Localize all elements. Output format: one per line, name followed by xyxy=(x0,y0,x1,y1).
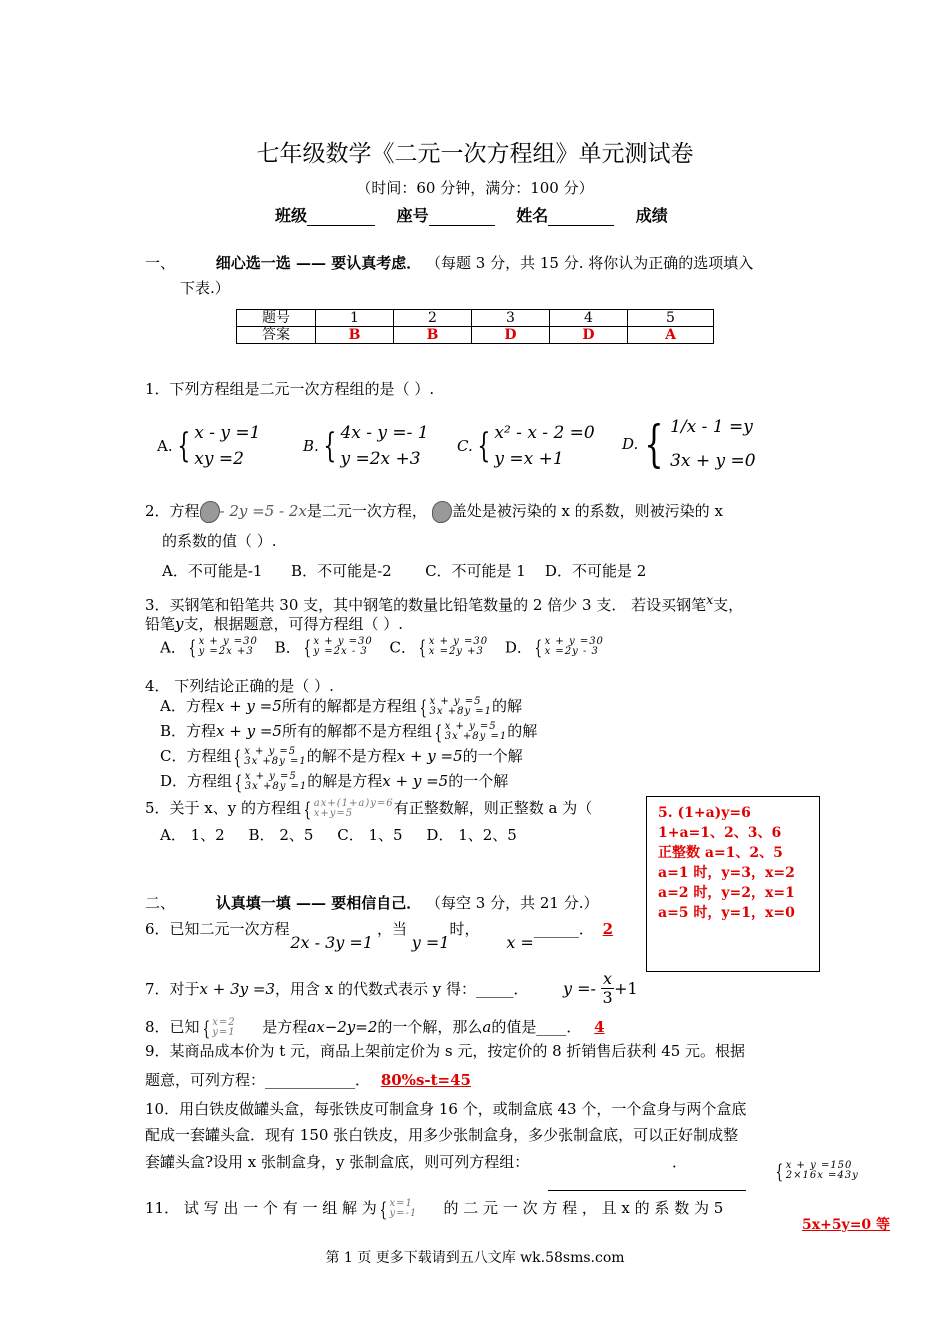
q10-line1: 10．用白铁皮做罐头盒，每张铁皮可制盒身 16 个，或制盒底 43 个，一个盒身与两个盒底 xyxy=(145,1100,747,1118)
brace-icon: { xyxy=(234,770,243,794)
q6-text xyxy=(145,918,614,952)
option-text: A．方程 xyxy=(160,697,216,715)
q4-option-d[interactable] xyxy=(160,770,508,792)
equation: x + y =30 xyxy=(544,635,604,647)
q6-answer: 2 xyxy=(602,920,614,938)
q6-mid2: 时， xyxy=(449,920,480,938)
q3-line1 xyxy=(145,592,743,615)
equation: 3x +8y =1 xyxy=(244,756,307,767)
table-cell: 4 xyxy=(550,310,628,327)
q8-end: 的值是____． xyxy=(491,1018,582,1036)
table-cell: 2 xyxy=(394,310,472,327)
section2-desc: （每空 3 分，共 21 分.） xyxy=(426,894,599,912)
q6-condition: y =1 xyxy=(411,933,450,952)
option-text: 所有的解都是方程组 xyxy=(281,697,417,715)
q7-text xyxy=(145,978,529,999)
table-row xyxy=(237,327,714,344)
option-system xyxy=(430,697,493,717)
section1-title: 细心选一选 —— 要认真考虑． xyxy=(215,254,422,272)
seat-blank[interactable] xyxy=(429,206,495,226)
equation: y =2x +3 xyxy=(198,645,254,657)
answer-cell[interactable]: D xyxy=(550,327,628,344)
q3-options xyxy=(160,636,604,657)
q8-mid: 是方程 xyxy=(262,1018,308,1036)
equation: 3x +8y =1 xyxy=(244,781,308,792)
obscured-system: x=1 y=-1 xyxy=(389,1198,418,1219)
brace-icon: { xyxy=(176,426,190,466)
answer-cell[interactable]: B xyxy=(316,327,394,344)
q1-c-system xyxy=(494,420,594,472)
q1-b-system xyxy=(340,420,428,472)
solution-line: a=2 时，y=2，x=1 xyxy=(658,885,795,901)
q7-answer-pre: y =- xyxy=(563,979,596,998)
option-text: 的解 xyxy=(492,697,523,715)
q3-option-a[interactable] xyxy=(160,634,258,659)
q7-pre: 7．对于 xyxy=(145,980,200,998)
page-footer: 第 1 页 更多下载请到五八文库 wk.58sms.com xyxy=(325,1250,625,1266)
q1-d-system xyxy=(670,410,756,478)
brace-icon: { xyxy=(644,415,664,473)
q3-option-b[interactable] xyxy=(274,634,373,659)
equation: x + y =30 xyxy=(428,635,489,647)
answer-table xyxy=(236,309,714,344)
brace-icon: { xyxy=(434,720,443,744)
q10-blank-line[interactable] xyxy=(548,1190,746,1191)
option-label: A． xyxy=(160,638,186,656)
q3-line2 xyxy=(145,613,403,634)
q7-answer-post: +1 xyxy=(614,979,638,998)
q6-pre: 6．已知二元一次方程 xyxy=(145,920,290,938)
stain-icon xyxy=(200,501,220,523)
q8-equation: ax−2y=2 xyxy=(307,1018,378,1036)
q3-text: 铅笔 xyxy=(145,615,176,633)
table-row xyxy=(237,310,714,327)
brace-icon: { xyxy=(303,797,312,821)
equation: x + y =30 xyxy=(313,635,373,647)
stain-icon xyxy=(432,501,452,523)
q4-option-a[interactable] xyxy=(160,695,522,717)
section2-num: 二、 xyxy=(145,894,176,912)
q8-pre: 8．已知 xyxy=(145,1018,200,1036)
equation: x + y =5 xyxy=(244,771,297,782)
section1-num: 一、 xyxy=(145,254,176,272)
q11-post: 的 二 元 一 次 方 程 ， 且 x 的 系 数 为 5 xyxy=(443,1199,724,1217)
equation: x + y =30 xyxy=(198,635,258,647)
solution-line: 5. (1+a)y=6 xyxy=(658,805,751,821)
name-label: 姓名 xyxy=(516,206,549,225)
solution-box xyxy=(646,796,820,972)
table-row-label: 答案 xyxy=(237,327,316,344)
table-cell: 5 xyxy=(628,310,714,327)
answer-cell[interactable]: D xyxy=(472,327,550,344)
equation: x + y =150 xyxy=(785,1159,853,1171)
student-info-row xyxy=(275,203,668,226)
q8-answer: 4 xyxy=(594,1018,605,1036)
option-label: C. xyxy=(457,437,473,455)
equation: 3x + y =0 xyxy=(670,451,756,471)
option-system xyxy=(445,722,508,742)
q6-mid: ，当 xyxy=(377,920,408,938)
brace-icon: { xyxy=(234,745,242,769)
q5-text xyxy=(145,797,592,819)
q6-dot: ． xyxy=(578,920,594,938)
option-text: C．方程组 xyxy=(160,747,232,765)
brace-icon: { xyxy=(534,634,543,659)
q2-equation: - 2y =5 - 2x xyxy=(219,502,307,520)
q9-answer: 80%s-t=45 xyxy=(380,1071,471,1089)
seat-label: 座号 xyxy=(396,206,429,225)
q10-line2: 配成一套罐头盒．现有 150 张白铁皮，用多少张制盒身，多少张制盒底，可以正好制成整 xyxy=(145,1126,739,1144)
q1-text: 1．下列方程组是二元一次方程组的是（ ）. xyxy=(145,380,435,398)
option-text: 的一个解 xyxy=(448,772,509,790)
q1-option-c[interactable] xyxy=(457,420,595,472)
q4-option-c[interactable] xyxy=(160,745,523,767)
solution-line: 正整数 a=1、2、5 xyxy=(658,845,783,861)
brace-icon: { xyxy=(188,634,197,659)
option-system xyxy=(199,637,258,657)
time-score-info: （时间：60 分钟，满分：100 分） xyxy=(356,179,594,197)
equation: x - y =1 xyxy=(194,423,261,443)
q9-line1: 9．某商品成本价为 t 元，商品上架前定价为 s 元，按定价的 8 折销售后获利 45 元。根据 xyxy=(145,1042,746,1060)
solution-line: a=5 时，y=1，x=0 xyxy=(658,905,795,921)
q7-mid: ，用含 x 的代数式表示 y 得：_____． xyxy=(275,980,529,998)
q6-blank[interactable]: ______ xyxy=(533,920,579,938)
q5-options[interactable]: A． 1、2 B． 2、5 C． 1、5 D． 1、2、5 xyxy=(160,826,517,844)
q2-rest: 盖处是被污染的 x 的系数，则被污染的 x xyxy=(451,502,723,520)
q3-option-c[interactable] xyxy=(389,634,489,659)
q10-line3: 套罐头盒?设用 x 张制盒身，y 张制盒底，则可列方程组： xyxy=(145,1153,530,1171)
q3-option-d[interactable] xyxy=(504,634,604,659)
answer-cell[interactable]: B xyxy=(394,327,472,344)
option-system xyxy=(244,747,307,767)
table-row-label: 题号 xyxy=(237,310,316,327)
obscured-system: x=2 y=1 xyxy=(212,1017,236,1038)
section2-heading xyxy=(145,892,599,913)
q1-option-d[interactable] xyxy=(622,410,756,478)
option-text: 的解不是方程 xyxy=(306,747,397,765)
q5-text-pre: 5．关于 x、y 的方程组 xyxy=(145,799,302,817)
q3-text: 3．买钢笔和铅笔共 30 支，其中钢笔的数量比铅笔数量的 2 倍少 3 支． 若设买钢笔 xyxy=(145,596,707,614)
equation: x + y =5 xyxy=(244,746,297,757)
section1-desc2: 下表.） xyxy=(180,279,230,297)
class-label: 班级 xyxy=(275,206,308,225)
q1-option-a[interactable] xyxy=(157,420,260,472)
brace-icon: { xyxy=(202,1016,210,1040)
section2-title: 认真填一填 —— 要相信自己． xyxy=(215,894,422,912)
equation: y =x +1 xyxy=(494,449,564,469)
q2-options[interactable]: A．不可能是-1 B．不可能是-2 C．不可能是 1 D．不可能是 2 xyxy=(162,562,647,580)
option-system xyxy=(313,637,372,657)
section1-desc: （每题 3 分，共 15 分. 将你认为正确的选项填入 xyxy=(426,254,754,272)
equation: x + y =5 xyxy=(216,722,282,740)
q7-equation: x + 3y =3 xyxy=(199,980,276,998)
option-text: 所有的解都不是方程组 xyxy=(281,722,432,740)
equation: x =2y +3 xyxy=(428,645,484,657)
section1-heading xyxy=(145,252,753,273)
page-title: 七年级数学《二元一次方程组》单元测试卷 xyxy=(256,141,694,167)
option-label: D. xyxy=(622,435,639,453)
option-system xyxy=(245,772,308,792)
q6-equation: 2x - 3y =1 xyxy=(290,933,373,952)
solution-line: 1+a=1、2、3、6 xyxy=(658,825,782,841)
brace-icon: { xyxy=(775,1158,784,1183)
name-blank[interactable] xyxy=(548,206,614,226)
brace-icon: { xyxy=(419,695,427,719)
q3-text-end: 支， xyxy=(713,596,744,614)
option-label: A. xyxy=(157,437,173,455)
q8-mid2: 的一个解，那么 xyxy=(377,1018,483,1036)
q4-text: 4． 下列结论正确的是（ ）. xyxy=(145,677,334,695)
fraction xyxy=(601,970,614,1007)
solution-lines xyxy=(658,803,795,923)
solution-line: a=1 时，y=3，x=2 xyxy=(658,865,795,881)
equation: 4x - y =- 1 xyxy=(340,423,429,443)
option-system xyxy=(545,637,604,657)
obscured-system: ax+(1+a)y=6 x+y=5 xyxy=(313,798,394,819)
equation: x² - x - 2 =0 xyxy=(494,423,595,443)
q3-text-end: 支，根据题意，可得方程组（ ）. xyxy=(183,615,404,633)
q2-line2: 的系数的值（ ）. xyxy=(162,532,277,550)
option-label: B． xyxy=(274,638,301,656)
score-label: 成绩 xyxy=(635,206,668,225)
option-label: C． xyxy=(389,638,417,656)
q11-answer: 5x+5y=0 等 xyxy=(802,1217,891,1233)
q10-dot: ． xyxy=(672,1153,688,1171)
option-text: 的一个解 xyxy=(462,747,523,765)
option-text: B．方程 xyxy=(160,722,217,740)
brace-icon: { xyxy=(418,634,427,659)
q2-prefix: 2．方程 xyxy=(145,502,200,520)
q9-text: 题意，可列方程： xyxy=(145,1071,266,1089)
q8-text xyxy=(145,1016,605,1038)
var-a: a xyxy=(482,1018,492,1036)
equation: xy =2 xyxy=(194,449,244,469)
equation: x =2y - 3 xyxy=(544,645,599,657)
equation: 3x +8y =1 xyxy=(429,706,493,717)
var-y: y xyxy=(175,615,184,633)
q7-answer xyxy=(563,970,638,1007)
q4-option-b[interactable] xyxy=(160,720,537,742)
q11-text xyxy=(145,1197,723,1219)
q6-ask: x = xyxy=(506,933,534,952)
q11-pre: 11． 试 写 出 一 个 有 一 组 解 为 xyxy=(145,1199,377,1217)
q1-a-system xyxy=(194,420,260,472)
equation: x + y =5 xyxy=(215,697,282,715)
brace-icon: { xyxy=(379,1197,387,1221)
q9-line2 xyxy=(145,1069,471,1090)
brace-icon: { xyxy=(477,426,491,466)
option-label: D． xyxy=(504,638,532,656)
q9-blank[interactable]: ____________． xyxy=(265,1071,371,1089)
equation: x + y =5 xyxy=(429,696,482,707)
q5-text-post: 有正整数解，则正整数 a 为（ xyxy=(393,799,593,817)
answer-cell[interactable]: A xyxy=(628,327,714,344)
equation: x + y =5 xyxy=(396,747,463,765)
equation: y =2x - 3 xyxy=(313,645,368,657)
option-text: 的解 xyxy=(507,722,538,740)
equation: y =2x +3 xyxy=(340,449,421,469)
fraction-numerator: x xyxy=(603,969,613,988)
option-text: D．方程组 xyxy=(160,772,233,790)
class-blank[interactable] xyxy=(307,206,375,226)
equation: x + y =5 xyxy=(444,721,497,732)
var-x: x xyxy=(706,592,714,607)
q2-line1 xyxy=(145,500,723,523)
q10-answer xyxy=(773,1160,859,1181)
q2-mid: 是二元一次方程， xyxy=(306,502,427,520)
brace-icon: { xyxy=(323,426,337,466)
equation: 3x +8y =1 xyxy=(444,731,508,742)
equation: 1/x - 1 =y xyxy=(670,417,753,437)
equation: x + y =5 xyxy=(382,772,449,790)
option-text: 的解是方程 xyxy=(307,772,383,790)
q10-answer-system xyxy=(786,1161,859,1181)
option-system xyxy=(429,637,488,657)
brace-icon: { xyxy=(303,634,311,659)
equation: 2×16x =43y xyxy=(785,1169,859,1181)
table-cell: 3 xyxy=(472,310,550,327)
option-label: B. xyxy=(303,437,319,455)
q1-option-b[interactable] xyxy=(303,420,429,472)
fraction-denominator: 3 xyxy=(602,988,613,1007)
table-cell: 1 xyxy=(316,310,394,327)
